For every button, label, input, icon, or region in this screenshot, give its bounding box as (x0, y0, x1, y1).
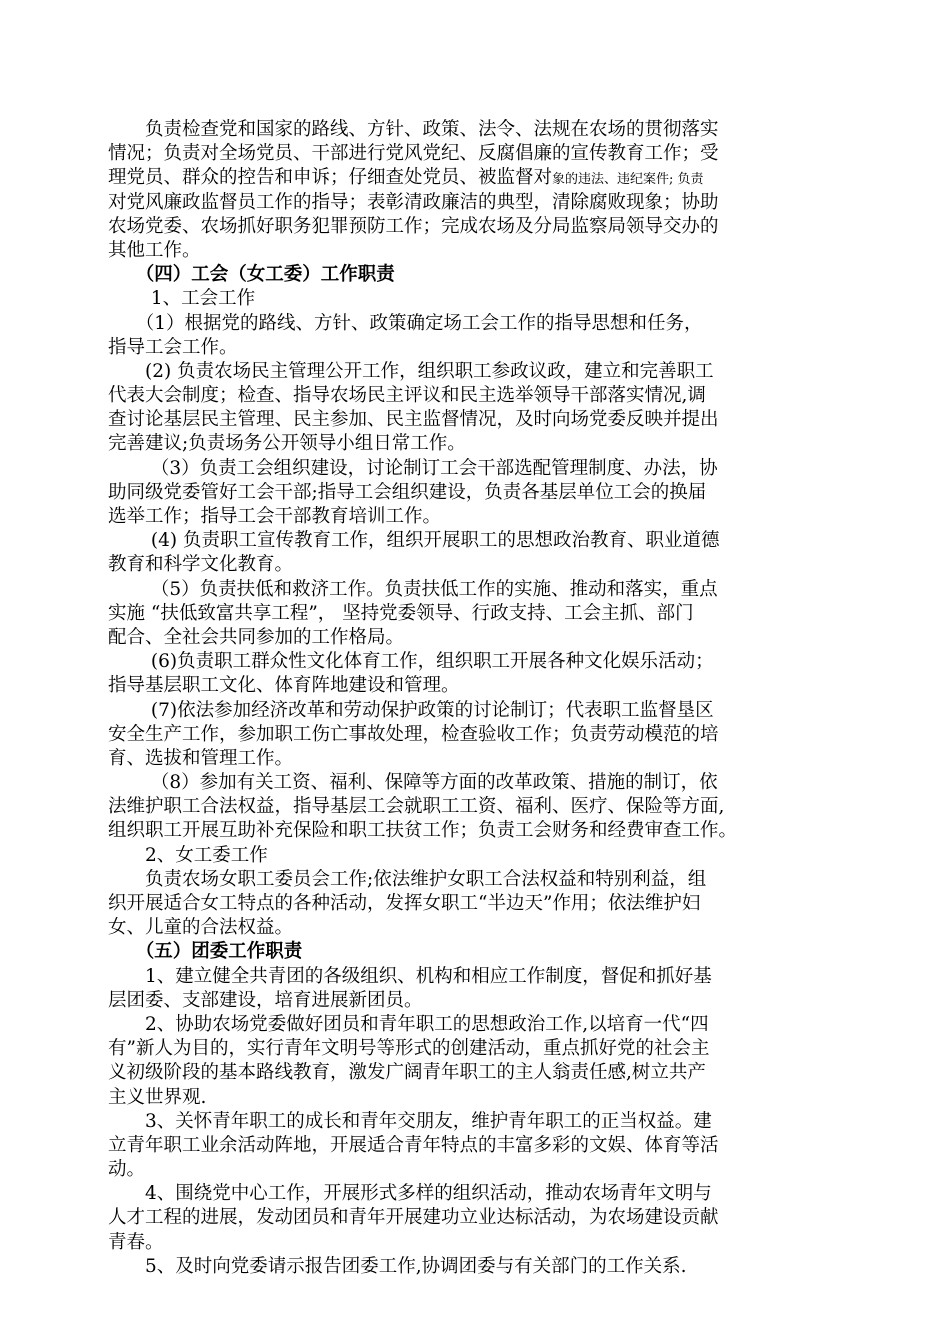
text-line (108, 312, 848, 336)
text-line (108, 1206, 848, 1230)
text-line (108, 795, 848, 819)
line-text: 5、及时向党委请示报告团委工作,协调团委与有关部门的工作关系. (108, 1255, 687, 1277)
text-line (108, 1086, 848, 1110)
section-heading (108, 940, 848, 964)
text-line (108, 723, 848, 747)
text-line (108, 578, 848, 602)
document-body (108, 118, 848, 1279)
line-text: 育、选拔和管理工作。 (108, 747, 294, 769)
line-text: 立青年职工业余活动阵地，开展适合青年特点的丰富多彩的文娱、体育等活 (108, 1134, 719, 1156)
section-heading (108, 263, 848, 287)
text-line (108, 650, 848, 674)
line-text: 层团委、支部建设，培育进展新团员。 (108, 989, 423, 1011)
line-text: 理党员、群众的控告和申诉；仔细查处党员、被监督对 (108, 167, 553, 189)
line-text: 助同级党委管好工会干部;指导工会组织建设，负责各基层单位工会的换届 (108, 481, 707, 503)
line-text: 对党风廉政监督员工作的指导；表彰清政廉洁的典型，清除腐败现象；协助 (108, 191, 719, 213)
text-line (108, 408, 848, 432)
text-line (108, 1255, 848, 1279)
line-text: 教育和科学文化教育。 (108, 554, 294, 576)
line-text: (2) 负责农场民主管理公开工作，组织职工参政议政，建立和完善职工 (108, 360, 714, 382)
line-text: （1）根据党的路线、方针、政策确定场工会工作的指导思想和任务， (108, 312, 703, 334)
text-line (108, 626, 848, 650)
line-text: 配合、全社会共同参加的工作格局。 (108, 626, 405, 648)
line-text: 织开展适合女工特点的各种活动，发挥女职工“半边天”作用；依法维护妇 (108, 893, 701, 914)
text-line (108, 868, 848, 892)
text-line (108, 360, 848, 384)
line-text: 有”新人为目的，实行青年文明号等形式的创建活动，重点抓好党的社会主 (108, 1038, 710, 1060)
line-text: 1、工会工作 (108, 288, 256, 310)
line-text: 4、围绕党中心工作，开展形式多样的组织活动，推动农场青年文明与 (108, 1183, 712, 1205)
text-line (108, 505, 848, 529)
text-line (108, 1134, 848, 1158)
text-line (108, 529, 848, 553)
line-text: （3）负责工会组织建设，讨论制订工会干部选配管理制度、办法，协 (108, 457, 718, 479)
line-text: 人才工程的进展，发动团员和青年开展建功立业达标活动，为农场建设贡献 (108, 1207, 719, 1229)
line-text: 主义世界观. (108, 1086, 207, 1108)
line-text: 选举工作；指导工会干部教育培训工作。 (108, 506, 442, 527)
line-text: (7)依法参加经济改革和劳动保护政策的讨论制订；代表职工监督垦区 (108, 699, 714, 721)
line-text: 1、建立健全共青团的各级组织、机构和相应工作制度，督促和抓好基 (108, 965, 712, 987)
text-line (108, 239, 848, 263)
text-line (108, 384, 848, 408)
text-line (108, 191, 848, 215)
text-line (108, 457, 848, 481)
text-line (108, 1158, 848, 1182)
line-text: 动。 (108, 1159, 146, 1181)
line-text: 农场党委、农场抓好职务犯罪预防工作；完成农场及分局监察局领导交办的 (108, 215, 719, 237)
line-text: 安全生产工作，参加职工伤亡事故处理，检查验收工作；负责劳动模范的培 (108, 723, 719, 745)
text-line (108, 432, 848, 456)
line-text: 代表大会制度；检查、指导农场民主评议和民主选举领导干部落实情况,调 (108, 385, 706, 407)
line-text: （5）负责扶低和救济工作。负责扶低工作的实施、推动和落实，重点 (108, 578, 718, 600)
text-line (108, 142, 848, 166)
text-line (108, 602, 848, 626)
text-line (108, 1110, 848, 1134)
line-text: 女、儿童的合法权益。 (108, 917, 294, 939)
line-text: (4) 负责职工宣传教育工作，组织开展职工的思想政治教育、职业道德 (108, 530, 720, 552)
text-line (108, 916, 848, 940)
line-text: 查讨论基层民主管理、民主参加、民主监督情况，及时向场党委反映并提出 (108, 409, 719, 431)
text-line (108, 1231, 848, 1255)
text-line (108, 1061, 848, 1085)
line-text: 情况；负责对全场党员、干部进行党风党纪、反腐倡廉的宣传教育工作；受 (108, 143, 719, 165)
line-text: 组织职工开展互助补充保险和职工扶贫工作；负责工会财务和经费审查工作。 (108, 820, 738, 842)
line-text: 完善建议;负责场务公开领导小组日常工作。 (108, 433, 466, 455)
line-text: （8）参加有关工资、福利、保障等方面的改革政策、措施的制订，依 (108, 772, 718, 794)
line-text: 指导基层职工文化、体育阵地建设和管理。 (108, 675, 460, 697)
text-line (108, 118, 848, 142)
text-line (108, 819, 848, 843)
line-text: 2、女工委工作 (108, 844, 268, 866)
text-line (108, 965, 848, 989)
line-text: 指导工会工作。 (108, 336, 238, 358)
line-text: 法维护职工合法权益，指导基层工会就职工工资、福利、医疗、保险等方面, (108, 796, 725, 818)
small-text: 象的违法、违纪案件; 负责 (552, 172, 704, 188)
text-line (108, 1013, 848, 1037)
line-text: 负责农场女职工委员会工作;依法维护女职工合法权益和特别利益，组 (108, 868, 707, 890)
line-text: 青春。 (108, 1231, 164, 1253)
text-line (108, 336, 848, 360)
text-line (108, 771, 848, 795)
line-text: 负责检查党和国家的路线、方针、政策、法令、法规在农场的贯彻落实 (108, 119, 719, 140)
line-text: (6)负责职工群众性文化体育工作，组织职工开展各种文化娱乐活动； (108, 651, 714, 673)
text-line (108, 747, 848, 771)
text-line (108, 1037, 848, 1061)
text-line (108, 892, 848, 916)
text-line (108, 844, 848, 868)
line-text: 2、协助农场党委做好团员和青年职工的思想政治工作,以培育一代“四 (108, 1013, 709, 1035)
line-text: 实施 “扶低致富共享工程”， 坚持党委领导、行政支持、工会主抓、部门 (108, 602, 694, 624)
text-line (108, 989, 848, 1013)
text-line (108, 553, 848, 577)
line-text: 3、关怀青年职工的成长和青年交朋友，维护青年职工的正当权益。建 (108, 1110, 712, 1132)
text-line (108, 674, 848, 698)
line-text: （五）团委工作职责 (108, 941, 303, 963)
text-line (108, 481, 848, 505)
text-line (108, 215, 848, 239)
text-line (108, 166, 848, 190)
text-line (108, 1182, 848, 1206)
line-text: 其他工作。 (108, 239, 201, 261)
line-text: 义初级阶段的基本路线教育，激发广阔青年职工的主人翁责任感,树立共产 (108, 1062, 706, 1084)
text-line (108, 699, 848, 723)
text-line (108, 287, 848, 311)
line-text: （四）工会（女工委）工作职责 (108, 264, 395, 286)
